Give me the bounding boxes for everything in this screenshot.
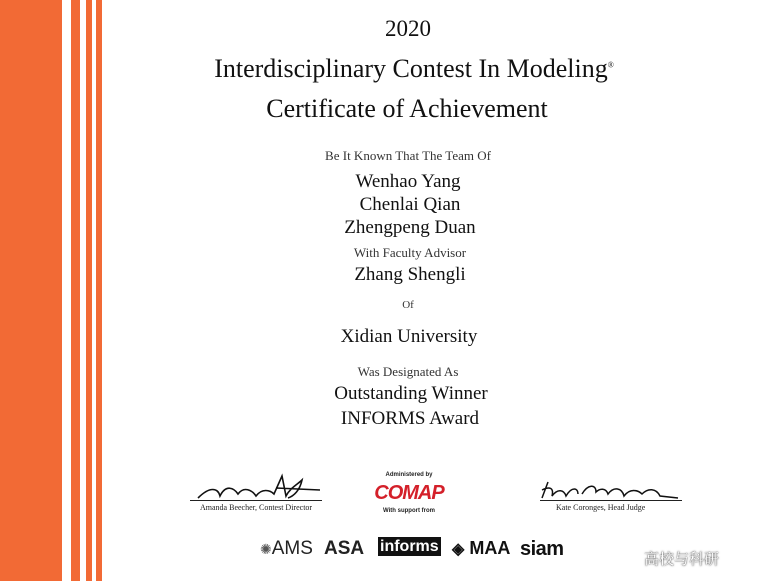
administered-by-label: Administered by — [385, 472, 433, 478]
orange-thin-stripe — [71, 0, 80, 581]
ams-logo-text: AMS — [271, 538, 313, 559]
informs-logo — [378, 538, 441, 556]
signature-line — [190, 500, 322, 501]
judge-caption: Kate Coronges, Head Judge — [556, 503, 646, 512]
comap-block — [374, 472, 444, 514]
certificate-year: 2020 — [385, 16, 431, 41]
designation: Outstanding Winner — [334, 383, 488, 404]
ams-logo — [260, 538, 313, 560]
certificate-title: Certificate of Achievement — [266, 94, 548, 123]
registered-mark: ® — [607, 60, 614, 70]
signature-line — [540, 500, 682, 501]
team-member: Zhengpeng Duan — [344, 217, 476, 238]
contest-name — [214, 54, 614, 84]
team-intro: Be It Known That The Team Of — [325, 148, 491, 163]
team-member: Wenhao Yang — [355, 171, 461, 192]
ams-star-icon: ✺ — [260, 541, 272, 557]
of-label: Of — [402, 299, 414, 311]
informs-logo-text: informs — [380, 538, 439, 555]
award-name: INFORMS Award — [340, 408, 480, 429]
maa-logo — [452, 538, 510, 559]
maa-emblem-icon: ◈ — [452, 541, 465, 558]
orange-thin-stripe — [86, 0, 92, 581]
watermark: 高校与科研 — [644, 550, 720, 568]
orange-border-stripe — [0, 0, 62, 581]
director-caption: Amanda Beecher, Contest Director — [200, 503, 313, 512]
orange-thin-stripe — [96, 0, 102, 581]
advisor-name: Zhang Shengli — [354, 264, 466, 285]
siam-logo: siam — [520, 538, 564, 560]
asa-logo: ASA — [324, 538, 365, 559]
university-name: Xidian University — [340, 326, 478, 347]
maa-logo-text: MAA — [469, 538, 511, 558]
contest-name-text: Interdisciplinary Contest In Modeling — [214, 54, 608, 83]
team-member: Chenlai Qian — [359, 194, 461, 215]
advisor-label: With Faculty Advisor — [353, 245, 467, 260]
support-label: With support from — [383, 508, 435, 514]
designation-label: Was Designated As — [357, 364, 459, 379]
comap-logo: COMAP — [374, 482, 444, 504]
